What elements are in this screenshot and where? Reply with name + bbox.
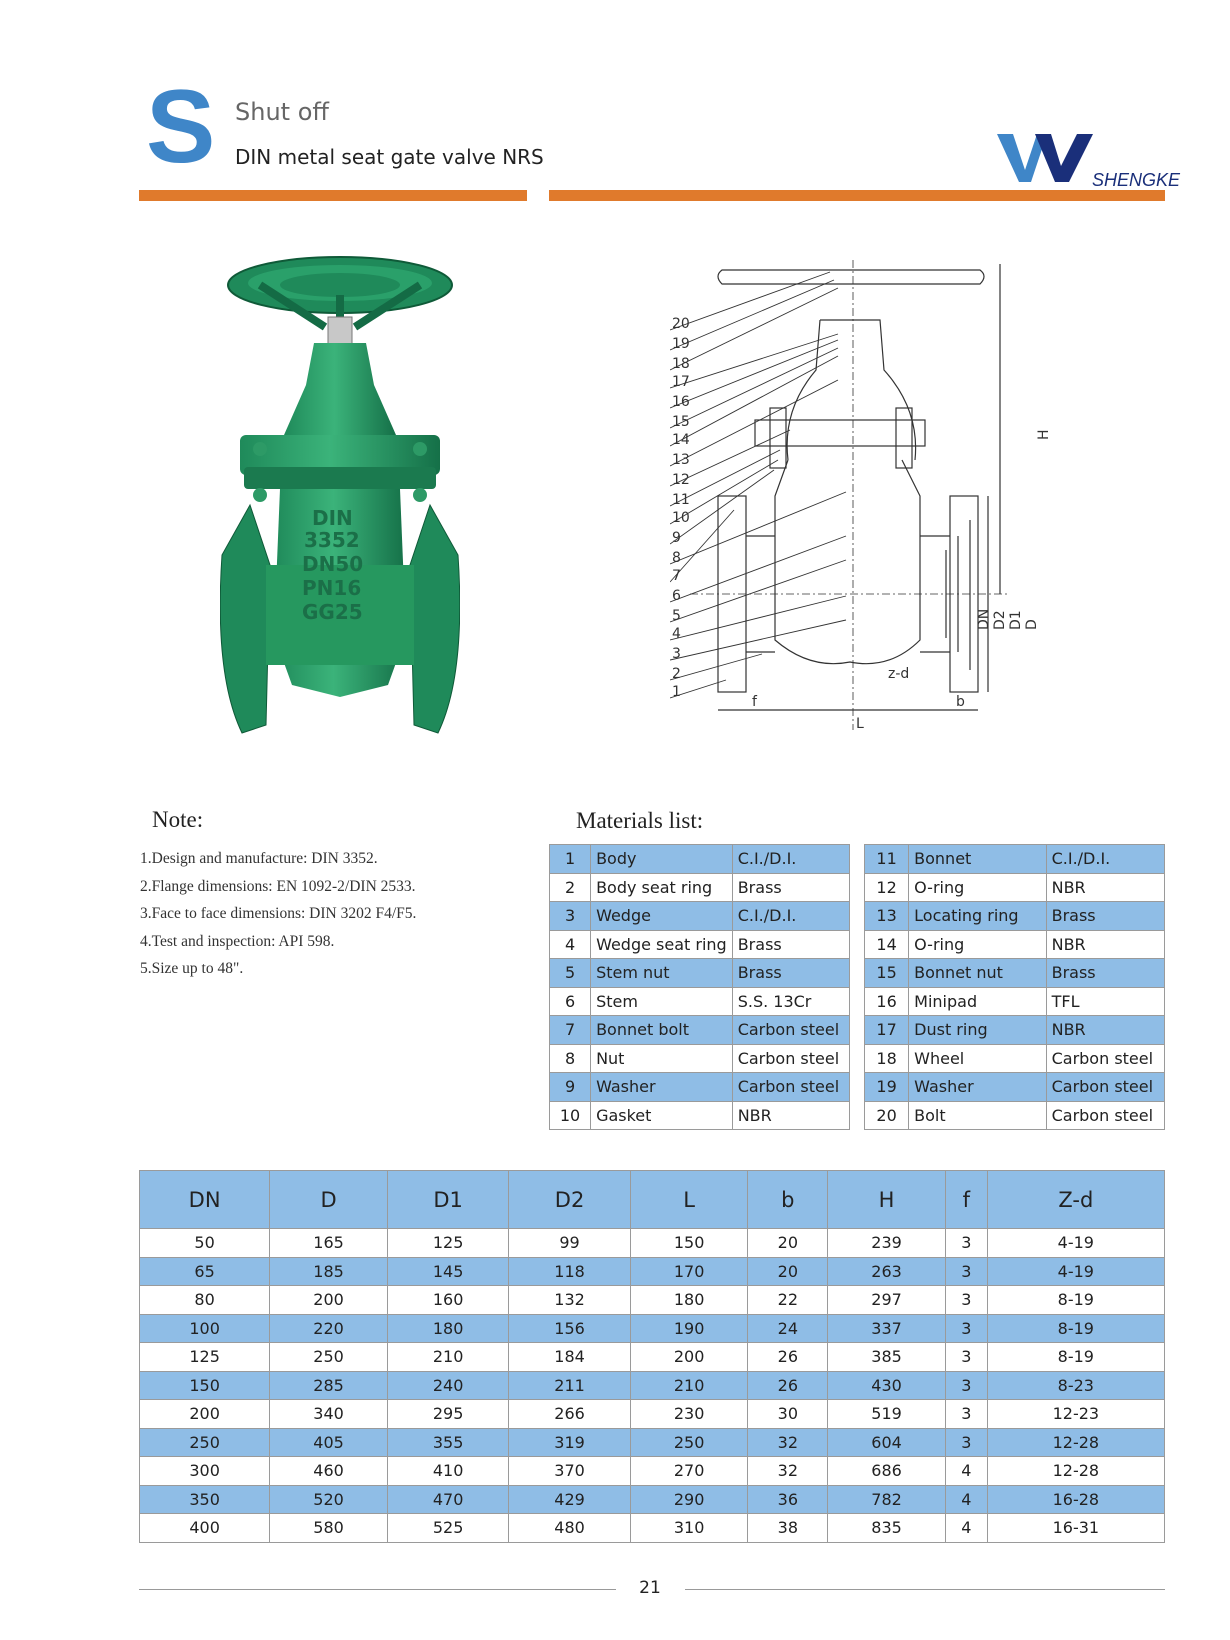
table-cell: 263 bbox=[828, 1257, 946, 1286]
table-row bbox=[865, 1044, 1165, 1073]
table-row bbox=[140, 1286, 1165, 1315]
table-row bbox=[140, 1485, 1165, 1514]
column-header: H bbox=[828, 1171, 946, 1229]
part-label: 14 bbox=[672, 432, 690, 448]
table-cell: 230 bbox=[630, 1400, 748, 1429]
table-row bbox=[140, 1343, 1165, 1372]
part-material: C.I./D.I. bbox=[732, 845, 849, 874]
table-cell: 3 bbox=[945, 1229, 987, 1258]
note-item: 4.Test and inspection: API 598. bbox=[140, 932, 335, 950]
table-cell: 32 bbox=[748, 1457, 828, 1486]
table-header-row bbox=[140, 1171, 1165, 1229]
cast-mark-1: DIN bbox=[312, 506, 353, 530]
part-label: 5 bbox=[672, 608, 681, 624]
table-cell: 184 bbox=[509, 1343, 630, 1372]
part-material: NBR bbox=[732, 1101, 849, 1130]
table-cell: 480 bbox=[509, 1514, 630, 1543]
part-number: 13 bbox=[865, 902, 909, 931]
part-name: O-ring bbox=[909, 873, 1046, 902]
part-number: 4 bbox=[550, 930, 591, 959]
part-label: 6 bbox=[672, 588, 681, 604]
table-row bbox=[140, 1257, 1165, 1286]
part-name: Bonnet bolt bbox=[591, 1016, 733, 1045]
dim-label-l: L bbox=[856, 716, 864, 732]
part-label: 9 bbox=[672, 530, 681, 546]
table-cell: 190 bbox=[630, 1314, 748, 1343]
part-number: 3 bbox=[550, 902, 591, 931]
table-cell: 118 bbox=[509, 1257, 630, 1286]
table-cell: 340 bbox=[270, 1400, 388, 1429]
table-cell: 350 bbox=[140, 1485, 270, 1514]
part-name: Bonnet bbox=[909, 845, 1046, 874]
part-material: Carbon steel bbox=[732, 1016, 849, 1045]
column-header: f bbox=[945, 1171, 987, 1229]
table-cell: 200 bbox=[140, 1400, 270, 1429]
table-row bbox=[865, 1073, 1165, 1102]
table-cell: 145 bbox=[387, 1257, 508, 1286]
table-cell: 8-19 bbox=[987, 1314, 1164, 1343]
page-title: DIN metal seat gate valve NRS bbox=[235, 145, 544, 169]
column-header: L bbox=[630, 1171, 748, 1229]
table-cell: 200 bbox=[630, 1343, 748, 1372]
part-label: 16 bbox=[672, 394, 690, 410]
table-cell: 180 bbox=[630, 1286, 748, 1315]
table-cell: 160 bbox=[387, 1286, 508, 1315]
part-label: 10 bbox=[672, 510, 690, 526]
table-row bbox=[140, 1314, 1165, 1343]
note-item: 5.Size up to 48". bbox=[140, 960, 244, 977]
table-cell: 835 bbox=[828, 1514, 946, 1543]
table-cell: 285 bbox=[270, 1371, 388, 1400]
table-row bbox=[865, 902, 1165, 931]
table-row bbox=[865, 987, 1165, 1016]
table-cell: 170 bbox=[630, 1257, 748, 1286]
table-cell: 410 bbox=[387, 1457, 508, 1486]
table-cell: 297 bbox=[828, 1286, 946, 1315]
brand-name: SHENGKE bbox=[1092, 170, 1181, 190]
column-header: b bbox=[748, 1171, 828, 1229]
part-number: 11 bbox=[865, 845, 909, 874]
table-cell: 250 bbox=[630, 1428, 748, 1457]
part-material: Carbon steel bbox=[732, 1044, 849, 1073]
part-name: Dust ring bbox=[909, 1016, 1046, 1045]
table-cell: 470 bbox=[387, 1485, 508, 1514]
part-label: 4 bbox=[672, 626, 681, 642]
dim-label-dn: DN bbox=[976, 608, 992, 630]
table-cell: 525 bbox=[387, 1514, 508, 1543]
table-cell: 266 bbox=[509, 1400, 630, 1429]
table-cell: 80 bbox=[140, 1286, 270, 1315]
table-cell: 16-28 bbox=[987, 1485, 1164, 1514]
table-cell: 180 bbox=[387, 1314, 508, 1343]
footer-rule-left bbox=[139, 1589, 616, 1590]
table-cell: 782 bbox=[828, 1485, 946, 1514]
part-material: Brass bbox=[1046, 902, 1164, 931]
table-row bbox=[550, 1073, 850, 1102]
table-cell: 3 bbox=[945, 1286, 987, 1315]
table-cell: 405 bbox=[270, 1428, 388, 1457]
table-cell: 26 bbox=[748, 1371, 828, 1400]
table-cell: 3 bbox=[945, 1428, 987, 1457]
column-header: Z-d bbox=[987, 1171, 1164, 1229]
table-cell: 250 bbox=[270, 1343, 388, 1372]
category-label: Shut off bbox=[235, 98, 329, 126]
part-name: Washer bbox=[591, 1073, 733, 1102]
notes-title: Note: bbox=[152, 807, 204, 832]
notes-list bbox=[140, 845, 416, 983]
table-cell: 100 bbox=[140, 1314, 270, 1343]
table-cell: 300 bbox=[140, 1457, 270, 1486]
dim-label-h: H bbox=[1036, 429, 1052, 440]
table-cell: 20 bbox=[748, 1229, 828, 1258]
table-row bbox=[550, 1044, 850, 1073]
part-name: Locating ring bbox=[909, 902, 1046, 931]
table-cell: 16-31 bbox=[987, 1514, 1164, 1543]
part-name: Minipad bbox=[909, 987, 1046, 1016]
table-cell: 26 bbox=[748, 1343, 828, 1372]
table-cell: 211 bbox=[509, 1371, 630, 1400]
part-label: 11 bbox=[672, 492, 690, 508]
part-number: 16 bbox=[865, 987, 909, 1016]
table-cell: 99 bbox=[509, 1229, 630, 1258]
materials-table-left bbox=[549, 844, 850, 1130]
table-row bbox=[140, 1400, 1165, 1429]
table-cell: 604 bbox=[828, 1428, 946, 1457]
table-cell: 519 bbox=[828, 1400, 946, 1429]
part-material: Brass bbox=[732, 959, 849, 988]
part-name: Body bbox=[591, 845, 733, 874]
header-rule-left bbox=[139, 190, 527, 201]
dim-label-d2: D2 bbox=[992, 610, 1008, 630]
table-row bbox=[550, 902, 850, 931]
page-number: 21 bbox=[639, 1578, 661, 1598]
part-name: Wheel bbox=[909, 1044, 1046, 1073]
part-name: Wedge bbox=[591, 902, 733, 931]
table-cell: 125 bbox=[387, 1229, 508, 1258]
column-header: DN bbox=[140, 1171, 270, 1229]
table-cell: 22 bbox=[748, 1286, 828, 1315]
table-cell: 319 bbox=[509, 1428, 630, 1457]
table-cell: 156 bbox=[509, 1314, 630, 1343]
table-cell: 400 bbox=[140, 1514, 270, 1543]
part-number: 8 bbox=[550, 1044, 591, 1073]
table-cell: 430 bbox=[828, 1371, 946, 1400]
part-name: Bolt bbox=[909, 1101, 1046, 1130]
part-material: Carbon steel bbox=[732, 1073, 849, 1102]
table-cell: 250 bbox=[140, 1428, 270, 1457]
cast-mark-5: GG25 bbox=[302, 600, 363, 624]
table-cell: 30 bbox=[748, 1400, 828, 1429]
part-name: Stem bbox=[591, 987, 733, 1016]
part-label: 1 bbox=[672, 684, 681, 700]
part-material: Carbon steel bbox=[1046, 1101, 1164, 1130]
dim-label-b: b bbox=[956, 694, 965, 710]
table-row bbox=[550, 959, 850, 988]
table-row bbox=[140, 1428, 1165, 1457]
table-row bbox=[140, 1229, 1165, 1258]
table-cell: 295 bbox=[387, 1400, 508, 1429]
table-cell: 36 bbox=[748, 1485, 828, 1514]
part-material: Brass bbox=[732, 930, 849, 959]
cast-mark-2: 3352 bbox=[304, 528, 360, 552]
part-label: 3 bbox=[672, 646, 681, 662]
table-cell: 3 bbox=[945, 1257, 987, 1286]
table-cell: 200 bbox=[270, 1286, 388, 1315]
table-row bbox=[550, 930, 850, 959]
materials-table-right bbox=[864, 844, 1165, 1130]
part-label: 2 bbox=[672, 666, 681, 682]
table-cell: 8-23 bbox=[987, 1371, 1164, 1400]
part-material: NBR bbox=[1046, 930, 1164, 959]
dim-label-d: D bbox=[1024, 619, 1040, 630]
column-header: D bbox=[270, 1171, 388, 1229]
table-cell: 4-19 bbox=[987, 1257, 1164, 1286]
table-row bbox=[550, 873, 850, 902]
table-cell: 429 bbox=[509, 1485, 630, 1514]
part-label: 15 bbox=[672, 414, 690, 430]
table-cell: 3 bbox=[945, 1400, 987, 1429]
part-number: 5 bbox=[550, 959, 591, 988]
footer-rule-right bbox=[685, 1589, 1165, 1590]
part-material: C.I./D.I. bbox=[1046, 845, 1164, 874]
header-rule-right bbox=[549, 190, 1165, 201]
table-cell: 65 bbox=[140, 1257, 270, 1286]
part-material: Carbon steel bbox=[1046, 1073, 1164, 1102]
table-row bbox=[865, 845, 1165, 874]
part-number: 1 bbox=[550, 845, 591, 874]
table-row bbox=[865, 873, 1165, 902]
part-material: Carbon steel bbox=[1046, 1044, 1164, 1073]
dim-label-zd: z-d bbox=[888, 666, 910, 682]
table-cell: 3 bbox=[945, 1314, 987, 1343]
section-initial: S bbox=[146, 69, 216, 185]
table-cell: 150 bbox=[630, 1229, 748, 1258]
table-cell: 4-19 bbox=[987, 1229, 1164, 1258]
table-cell: 385 bbox=[828, 1343, 946, 1372]
part-number: 6 bbox=[550, 987, 591, 1016]
table-row bbox=[550, 845, 850, 874]
table-cell: 3 bbox=[945, 1371, 987, 1400]
note-item: 1.Design and manufacture: DIN 3352. bbox=[140, 850, 378, 867]
part-label: 7 bbox=[672, 568, 681, 584]
table-cell: 24 bbox=[748, 1314, 828, 1343]
table-cell: 210 bbox=[630, 1371, 748, 1400]
table-cell: 4 bbox=[945, 1485, 987, 1514]
column-header: D1 bbox=[387, 1171, 508, 1229]
note-item: 3.Face to face dimensions: DIN 3202 F4/F5. bbox=[140, 905, 417, 922]
table-cell: 355 bbox=[387, 1428, 508, 1457]
table-cell: 132 bbox=[509, 1286, 630, 1315]
cast-mark-3: DN50 bbox=[302, 552, 364, 576]
part-name: O-ring bbox=[909, 930, 1046, 959]
part-number: 9 bbox=[550, 1073, 591, 1102]
part-name: Wedge seat ring bbox=[591, 930, 733, 959]
part-material: NBR bbox=[1046, 873, 1164, 902]
dimensions-table bbox=[139, 1170, 1165, 1543]
table-cell: 12-28 bbox=[987, 1457, 1164, 1486]
materials-title: Materials list: bbox=[576, 808, 704, 833]
part-name: Gasket bbox=[591, 1101, 733, 1130]
table-cell: 239 bbox=[828, 1229, 946, 1258]
table-cell: 580 bbox=[270, 1514, 388, 1543]
table-cell: 32 bbox=[748, 1428, 828, 1457]
part-name: Body seat ring bbox=[591, 873, 733, 902]
part-name: Bonnet nut bbox=[909, 959, 1046, 988]
table-cell: 12-28 bbox=[987, 1428, 1164, 1457]
part-label: 19 bbox=[672, 336, 690, 352]
part-number: 2 bbox=[550, 873, 591, 902]
part-name: Nut bbox=[591, 1044, 733, 1073]
table-row bbox=[140, 1457, 1165, 1486]
table-cell: 220 bbox=[270, 1314, 388, 1343]
part-label: 17 bbox=[672, 374, 690, 390]
part-label: 18 bbox=[672, 356, 690, 372]
table-cell: 290 bbox=[630, 1485, 748, 1514]
part-material: C.I./D.I. bbox=[732, 902, 849, 931]
table-cell: 12-23 bbox=[987, 1400, 1164, 1429]
table-cell: 150 bbox=[140, 1371, 270, 1400]
table-cell: 8-19 bbox=[987, 1343, 1164, 1372]
table-cell: 4 bbox=[945, 1457, 987, 1486]
table-cell: 460 bbox=[270, 1457, 388, 1486]
part-label: 13 bbox=[672, 452, 690, 468]
table-row bbox=[865, 1016, 1165, 1045]
part-material: Brass bbox=[732, 873, 849, 902]
table-cell: 310 bbox=[630, 1514, 748, 1543]
table-cell: 3 bbox=[945, 1343, 987, 1372]
valve-photo bbox=[220, 255, 460, 780]
technical-drawing bbox=[670, 260, 1090, 760]
table-cell: 4 bbox=[945, 1514, 987, 1543]
table-cell: 337 bbox=[828, 1314, 946, 1343]
table-row bbox=[865, 1101, 1165, 1130]
part-material: TFL bbox=[1046, 987, 1164, 1016]
part-label: 12 bbox=[672, 472, 690, 488]
table-row bbox=[550, 1101, 850, 1130]
table-cell: 125 bbox=[140, 1343, 270, 1372]
table-row bbox=[140, 1514, 1165, 1543]
part-material: Brass bbox=[1046, 959, 1164, 988]
table-row bbox=[550, 1016, 850, 1045]
part-number: 14 bbox=[865, 930, 909, 959]
part-material: S.S. 13Cr bbox=[732, 987, 849, 1016]
table-cell: 270 bbox=[630, 1457, 748, 1486]
part-name: Stem nut bbox=[591, 959, 733, 988]
part-number: 19 bbox=[865, 1073, 909, 1102]
table-row bbox=[865, 930, 1165, 959]
table-row bbox=[140, 1371, 1165, 1400]
table-cell: 210 bbox=[387, 1343, 508, 1372]
table-cell: 165 bbox=[270, 1229, 388, 1258]
table-cell: 686 bbox=[828, 1457, 946, 1486]
part-label: 8 bbox=[672, 550, 681, 566]
table-row bbox=[865, 959, 1165, 988]
part-number: 17 bbox=[865, 1016, 909, 1045]
part-number: 10 bbox=[550, 1101, 591, 1130]
table-cell: 185 bbox=[270, 1257, 388, 1286]
part-number: 12 bbox=[865, 873, 909, 902]
note-item: 2.Flange dimensions: EN 1092-2/DIN 2533. bbox=[140, 877, 416, 895]
table-cell: 8-19 bbox=[987, 1286, 1164, 1315]
part-material: NBR bbox=[1046, 1016, 1164, 1045]
table-cell: 370 bbox=[509, 1457, 630, 1486]
dim-label-f: f bbox=[752, 694, 757, 710]
table-cell: 520 bbox=[270, 1485, 388, 1514]
column-header: D2 bbox=[509, 1171, 630, 1229]
dim-label-d1: D1 bbox=[1008, 610, 1024, 630]
table-row bbox=[550, 987, 850, 1016]
cast-mark-4: PN16 bbox=[302, 576, 362, 600]
part-label: 20 bbox=[672, 316, 690, 332]
part-number: 18 bbox=[865, 1044, 909, 1073]
table-cell: 20 bbox=[748, 1257, 828, 1286]
part-name: Washer bbox=[909, 1073, 1046, 1102]
table-cell: 38 bbox=[748, 1514, 828, 1543]
part-number: 15 bbox=[865, 959, 909, 988]
table-cell: 50 bbox=[140, 1229, 270, 1258]
part-number: 7 bbox=[550, 1016, 591, 1045]
part-number: 20 bbox=[865, 1101, 909, 1130]
table-cell: 240 bbox=[387, 1371, 508, 1400]
